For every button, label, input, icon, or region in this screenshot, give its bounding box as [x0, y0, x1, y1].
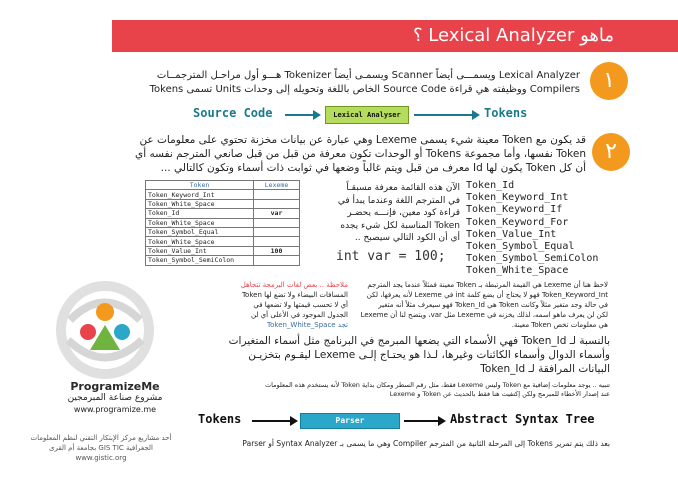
flow2-arrow-2 [404, 420, 440, 422]
table-cell-token: Token_White_Space [146, 199, 254, 208]
table-cell-token: Token_White_Space [146, 237, 254, 246]
table-cell-lexeme [254, 218, 300, 227]
list-item: Token_Symbol_Equal [466, 241, 575, 253]
credit-line-3: www.gistic.org [75, 454, 127, 462]
table-row [146, 190, 300, 199]
section1-line-2: Compilers ووظيفته هي قراءة Source Code الخاص باللغة وتحويله إلى وحدات Units تسمى Tokens [149, 84, 580, 95]
table-cell-token: Token_Symbol_SemiColon [146, 256, 254, 265]
table-cell-token: Token_Value_Int [146, 246, 254, 255]
logo-name: ProgramizeMe [70, 380, 160, 393]
table-row [146, 209, 300, 218]
middle-line-2: في المترجم اللغة وعندما يبدأ في [337, 195, 460, 206]
list-item: Token_Keyword_Int [466, 192, 569, 204]
table-row [146, 218, 300, 227]
lexical-analyser-box: Lexical Analyser [325, 106, 409, 124]
logo-emblem-icon [40, 280, 170, 380]
flow2-source-label: Tokens [198, 412, 242, 426]
parser-box: Parser [300, 413, 400, 429]
flow2-arrow-1-head [290, 416, 298, 426]
flow1-arrow-2-head [472, 110, 480, 120]
middle-line-4: Token المناسبة لكل شيء يجده [340, 220, 460, 231]
code-example: int var = 100; [336, 249, 446, 264]
table-header-token: Token [146, 181, 254, 190]
table-row [146, 246, 300, 255]
note-whitespace [198, 280, 348, 330]
note-lexeme [352, 280, 608, 330]
section2-line-3: أن كل Token يكون لها Id معرف من قبل ويتم غالباً وضعها في ثوابت ذات أسماء وتكون كالتالي ... [160, 162, 586, 174]
table-row [146, 227, 300, 236]
list-item: Token_White_Space [466, 265, 569, 277]
section2-line-2: Token نفسها، وأما مجموعة Tokens أو الوحدات تكون معرفة من قبل من قبل صانعي المترجم نفسه أي [135, 148, 586, 160]
table-cell-token: Token_Symbol_Equal [146, 227, 254, 236]
table-cell-token: Token_White_Space [146, 218, 254, 227]
table-row [146, 199, 300, 208]
para3-line-3: البيانات المرافقة لـ Token_Id [480, 363, 610, 375]
credit-text [20, 433, 182, 463]
token-list [466, 180, 598, 278]
middle-line-3: قراءة كود معين، فإنـــه يحضـر [347, 208, 460, 218]
logo-arabic: مشروع صناعة المبرمجين [67, 393, 163, 403]
table-cell-token: Token_Id [146, 209, 254, 218]
credit-line-2: الجغرافية GIS TIC بجامعة أم القرى [48, 444, 153, 452]
note3-line-2: عند إصدار الأخطاء للمبرمج ولكن إكتفيت هنا فقط بالحديث عن Token و Lexeme [389, 390, 610, 398]
flow1-arrow-2 [414, 114, 474, 116]
token-lexeme-table [145, 180, 300, 266]
table-cell-lexeme: 100 [254, 246, 300, 255]
list-item: Token_Keyword_If [466, 204, 563, 216]
table-cell-lexeme [254, 227, 300, 236]
token-id-paragraph [200, 334, 610, 376]
note-left-line-2: المسافات البيضاء ولا تضع لها Token [241, 291, 348, 299]
note-right-line-4: لكن لن يعرف ماهو اسمه، لذلك يخزنه في Lexeme مثل var، ويتضح لنا أن Lexeme [360, 311, 608, 319]
section1-text [80, 69, 580, 97]
flow2-arrow-2-head [438, 416, 446, 426]
list-item: Token_Symbol_SemiColon [466, 253, 599, 265]
note-right-line-3: في حالة وجد متغير مثلاً وكانت Token هي Token_Id فهو سيعرف مثلاً أنه متغير [378, 301, 608, 309]
page-title: ماهو Lexical Analyzer ؟ [412, 25, 614, 46]
note3-line-1: تنبيه .. يوجد معلومات إضافية مع Token وليس Lexeme فقط، مثل رقم السطر ومكان بداية Token لأنه يستخدم هذه المعلومات [264, 381, 610, 389]
page-title-bar [112, 20, 678, 52]
section1-line-1: Lexical Analyzer ويسمـــى أيضاً Scanner ويسمـى أيضاً Tokenizer هـــو أول مراحـل المترجمــات [156, 70, 580, 81]
flow1-source-label: Source Code [193, 106, 273, 120]
note-left-line-1: ملاحظة .. بعض لغات البرمجة تتجاهل [240, 281, 348, 289]
note-right-line-5: هي معلومات تخص Token معينة. [511, 321, 608, 329]
flow1-arrow-1-head [313, 110, 321, 120]
para3-line-1: بالنسبة لـ Token_Id فهي الأسماء التي يضعها المبرمج في البرنامج مثل أسماء المتغيرات [228, 335, 610, 347]
flow2-arrow-1 [252, 420, 292, 422]
table-cell-lexeme [254, 190, 300, 199]
middle-explanation [300, 182, 460, 245]
section2-text [110, 133, 586, 175]
table-cell-lexeme: var [254, 209, 300, 218]
note-right-line-1: لاحظ هنا أن Lexeme هي القيمة المرتبطة بـ Token معينة فمثلاً عندما يجد المترجم [367, 281, 608, 289]
list-item: Token_Id [466, 180, 515, 191]
credit-line-1: أحد مشاريع مركز الإبتكار التقني لنظم المعلومات [30, 434, 172, 442]
note-left-line-4: الجدول الموجود في الأعلى أي لن [251, 311, 348, 319]
list-item: Token_Keyword_For [466, 216, 569, 228]
footer-text: بعد ذلك يتم تمرير Tokens إلى المرحلة الثانية من المترجم Compiler وهي ما يسمى بـ Syntax Analyzer أو Parser [242, 439, 610, 448]
table-cell-token: Token_Keyword_Int [146, 190, 254, 199]
para3-line-2: وأسماء الدوال وأسماء الكائنات وغيرها، لـذا هو يحتـاج إلـى Lexeme ليقـوم بتخزيـن [248, 349, 610, 361]
section2-line-1: قد يكون مع Token معينة شيء يسمى Lexeme وهي عبارة عن بيانات مخزنة تحتوي على معلومات عن [139, 134, 586, 146]
flow1-target-label: Tokens [484, 106, 528, 120]
table-row [146, 237, 300, 246]
note-left-line-3: أي لا تحسب قيمتها ولا تضعها في [253, 301, 348, 309]
table-header-lexeme: Lexeme [254, 181, 300, 190]
step-number-2: ٢ [592, 133, 630, 171]
note-right-line-2: Token_Keyword_Int فهو لا يحتاج أن يضع كلمة int في Lexeme لأنه يعرفها، لكن [366, 291, 608, 299]
note-left-line-5: تجد Token_White_Space [267, 321, 348, 329]
flow1-arrow-1 [285, 114, 315, 116]
flow2-target-label: Abstract Syntax Tree [450, 412, 595, 426]
list-item: Token_Value_Int [466, 228, 557, 240]
note-extra-info [198, 381, 610, 399]
middle-line-5: أي أن الكود التالي سيصبح .. [354, 233, 460, 243]
step-number-1: ١ [590, 62, 628, 100]
table-cell-lexeme [254, 199, 300, 208]
table-row [146, 256, 300, 265]
table-cell-lexeme [254, 237, 300, 246]
table-cell-lexeme [254, 256, 300, 265]
logo-url: www.programize.me [73, 405, 157, 414]
table-header-row [146, 181, 300, 190]
middle-line-1: الآن هذه القائمة معرفة مسبقـاً [346, 183, 460, 193]
